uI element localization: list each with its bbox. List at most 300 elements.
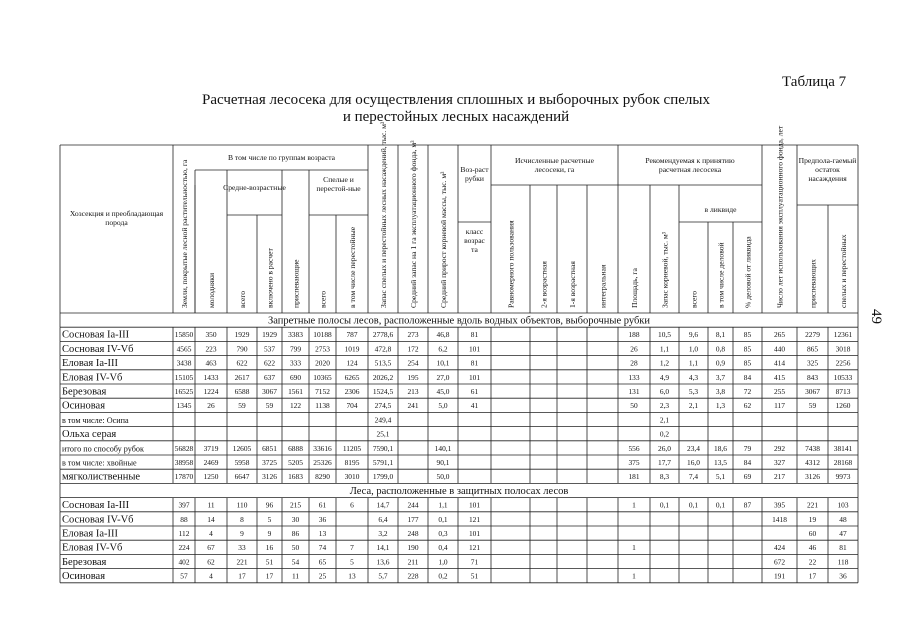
- s1-cell: 85: [743, 330, 752, 340]
- s2-cell: 61: [318, 500, 327, 510]
- s1-cell: 843: [806, 372, 819, 382]
- s1-cell: 350: [205, 330, 217, 340]
- s2-cell: 397: [178, 500, 190, 510]
- header-incl-overmature: в том числе перестойные: [348, 226, 357, 308]
- s1-cell: 1,3: [715, 401, 726, 411]
- header-root-stock: Запас корневой, тыс. м³: [660, 232, 670, 308]
- s1-cell: 292: [773, 443, 786, 453]
- s1-cell: 790: [236, 344, 248, 354]
- s1-cell: 181: [628, 472, 640, 482]
- s2-cell: 244: [407, 500, 419, 510]
- s2-cell: 87: [743, 500, 752, 510]
- s2-cell: 395: [773, 500, 786, 510]
- s2-cell: 13: [348, 571, 356, 581]
- s1-row-name: в том числе: Осипа: [62, 415, 129, 425]
- header-liquid: в ликвиде: [704, 205, 737, 214]
- s1-cell: 3725: [262, 458, 277, 467]
- header-area: Площадь, га: [630, 268, 639, 308]
- table-number: Таблица 7: [782, 74, 847, 90]
- header-calc-areas: лесосеки, га: [534, 165, 575, 174]
- section-1-title: Запретные полосы лесов, расположенные вдоль водных объектов, выборочные рубки: [267, 315, 651, 327]
- s1-cell: 122: [289, 401, 302, 411]
- header-stock: Запас спелых и перестойных лесных насаждений, тыс. м³: [379, 121, 388, 308]
- header-land-area: Земли, покрытые лесной растительностью, га: [180, 159, 189, 308]
- s1-cell: 1433: [203, 372, 219, 382]
- s1-cell: 556: [628, 443, 640, 453]
- s2-cell: 67: [207, 543, 215, 553]
- s2-cell: 14: [207, 514, 215, 524]
- s1-cell: 5791,1: [372, 458, 394, 467]
- s1-cell: 8290: [315, 472, 330, 482]
- s1-cell: 84: [743, 372, 752, 382]
- s2-cell: 103: [837, 500, 849, 510]
- s2-cell: 221: [806, 500, 819, 510]
- header-remaining: Предпола-гаемый: [798, 156, 857, 165]
- s2-cell: 0,3: [438, 529, 448, 538]
- s1-cell: 2279: [805, 330, 820, 340]
- s2-cell: 0,4: [438, 543, 448, 553]
- s1-cell: 17,7: [658, 458, 671, 467]
- s1-cell: 3,8: [715, 387, 726, 396]
- s1-cell: 6851: [262, 443, 277, 453]
- s1-cell: 463: [205, 358, 217, 368]
- s1-cell: 38958: [174, 458, 194, 467]
- s2-cell: 96: [265, 500, 274, 510]
- s1-cell: 3438: [176, 358, 192, 368]
- s1-cell: 28168: [833, 458, 853, 467]
- s2-row-name: Еловая IV-Vб: [62, 542, 123, 554]
- header-species: Хозсекция и преобладающая: [69, 209, 164, 218]
- page-number: 49: [868, 309, 884, 324]
- header-age-class: класс: [465, 227, 484, 236]
- s2-row-name: Березовая: [62, 556, 107, 568]
- s1-cell: 41: [470, 401, 479, 411]
- s2-cell: 54: [291, 557, 300, 567]
- s2-cell: 118: [837, 557, 849, 567]
- s1-cell: 61: [470, 387, 479, 396]
- s1-cell: 12361: [833, 330, 853, 340]
- s1-cell: 15105: [174, 372, 194, 382]
- s2-cell: 17: [265, 571, 274, 581]
- s1-cell: 26: [207, 401, 215, 411]
- s2-cell: 110: [236, 500, 248, 510]
- s2-cell: 17: [238, 571, 246, 581]
- s2-cell: 672: [773, 557, 786, 567]
- s1-cell: 7590,1: [372, 443, 394, 453]
- s1-cell: 124: [346, 358, 358, 368]
- s1-cell: 10,5: [658, 330, 671, 340]
- header-uniform: Равномерного пользования: [506, 220, 516, 308]
- header-remaining: насаждения: [808, 174, 847, 183]
- s2-cell: 19: [808, 514, 817, 524]
- s2-cell: 7: [350, 543, 354, 553]
- s1-cell: 3126: [262, 472, 277, 482]
- s1-cell: 1561: [288, 387, 303, 396]
- s2-cell: 1,0: [438, 557, 448, 567]
- s2-cell: 33: [238, 543, 246, 553]
- s1-cell: 3,7: [715, 372, 726, 382]
- s1-row-name: Ольха серая: [62, 429, 117, 441]
- s2-cell: 191: [773, 571, 786, 581]
- s2-cell: 22: [808, 557, 817, 567]
- s1-cell: 414: [773, 358, 786, 368]
- s1-cell: 3018: [835, 344, 851, 354]
- s2-cell: 5,7: [378, 571, 388, 581]
- s1-cell: 4312: [805, 458, 820, 467]
- s1-cell: 2778,6: [372, 330, 394, 340]
- s2-cell: 51: [265, 557, 274, 567]
- s1-cell: 26: [630, 344, 638, 354]
- s1-cell: 140,1: [434, 443, 452, 453]
- title-line-1: Расчетная лесосека для осуществления сплошных и выборочных рубок спелых: [202, 92, 710, 108]
- s2-cell: 1: [632, 571, 636, 581]
- s2-cell: 57: [180, 571, 188, 581]
- header-cut-age: рубки: [464, 174, 485, 183]
- s2-cell: 9: [267, 529, 272, 538]
- s2-cell: 0,2: [438, 571, 448, 581]
- s1-cell: 327: [773, 458, 786, 467]
- s1-cell: 1,0: [688, 344, 699, 354]
- s1-cell: 1799,0: [372, 472, 394, 482]
- s1-cell: 1929: [262, 330, 277, 340]
- s1-cell: 799: [289, 344, 302, 354]
- s2-cell: 17: [808, 571, 817, 581]
- s1-cell: 9,6: [688, 330, 699, 340]
- s2-cell: 6,4: [378, 514, 388, 524]
- s2-row-name: Еловая Ia-III: [62, 528, 118, 540]
- s1-row-name: Сосновая IV-Vб: [62, 343, 134, 355]
- s1-cell: 8,3: [659, 472, 670, 482]
- s1-cell: 273: [407, 330, 419, 340]
- s1-cell: 85: [743, 344, 752, 354]
- s1-cell: 3067: [805, 387, 820, 396]
- s2-cell: 0,1: [688, 500, 699, 510]
- header-remaining: остаток: [815, 165, 840, 174]
- s1-cell: 1,1: [688, 358, 699, 368]
- s1-cell: 1929: [234, 330, 250, 340]
- s1-cell: 2,1: [659, 415, 670, 425]
- s2-cell: 36: [839, 571, 847, 581]
- s1-cell: 59: [265, 401, 274, 411]
- s2-cell: 190: [407, 543, 419, 553]
- s1-cell: 690: [289, 372, 302, 382]
- s1-cell: 472,8: [374, 344, 392, 354]
- s1-cell: 865: [806, 344, 819, 354]
- header-middle-aged: Средне-возрастные: [223, 183, 286, 192]
- s1-cell: 537: [263, 344, 276, 354]
- s2-cell: 14,7: [376, 500, 390, 510]
- s2-cell: 101: [468, 500, 481, 510]
- header-total2: всего: [318, 290, 328, 308]
- s1-cell: 131: [628, 387, 640, 396]
- s1-cell: 13,5: [714, 458, 727, 467]
- s1-cell: 59: [238, 401, 246, 411]
- header-incl-commercial: в том числе деловой: [716, 242, 726, 308]
- s2-cell: 13,6: [376, 557, 390, 567]
- s1-cell: 46,8: [436, 330, 450, 340]
- header-rem-approaching: приспевающих: [808, 259, 818, 308]
- s2-cell: 50: [291, 543, 300, 553]
- s1-cell: 7438: [805, 443, 820, 453]
- s1-cell: 188: [628, 330, 640, 340]
- s1-cell: 241: [407, 401, 419, 411]
- s1-cell: 6588: [234, 387, 250, 396]
- s1-cell: 1138: [315, 401, 330, 411]
- s2-cell: 14,1: [376, 543, 390, 553]
- s2-cell: 46: [808, 543, 817, 553]
- s1-cell: 7,4: [688, 472, 699, 482]
- s2-cell: 47: [839, 529, 847, 538]
- s1-cell: 5958: [234, 458, 250, 467]
- s1-cell: 50: [630, 401, 638, 411]
- s1-cell: 101: [468, 344, 481, 354]
- s2-cell: 4: [209, 571, 213, 581]
- s2-cell: 1,1: [438, 500, 448, 510]
- s2-cell: 177: [407, 514, 419, 524]
- s2-cell: 121: [468, 514, 481, 524]
- s2-cell: 112: [178, 529, 190, 538]
- s1-cell: 255: [773, 387, 786, 396]
- s1-cell: 622: [236, 358, 248, 368]
- s2-row-name: Сосновая IV-Vб: [62, 514, 134, 526]
- s2-cell: 36: [318, 514, 327, 524]
- s1-cell: 18,6: [714, 443, 727, 453]
- s1-cell: 2020: [315, 358, 330, 368]
- s1-cell: 7152: [315, 387, 330, 396]
- s1-cell: 2617: [234, 372, 250, 382]
- s1-cell: 81: [470, 358, 479, 368]
- s1-cell: 62: [743, 401, 752, 411]
- s1-cell: 6,0: [659, 387, 670, 396]
- s1-cell: 25326: [313, 458, 332, 467]
- s1-cell: 375: [628, 458, 640, 467]
- s2-cell: 88: [180, 514, 188, 524]
- s2-cell: 8: [240, 514, 244, 524]
- s1-cell: 117: [774, 401, 785, 411]
- s1-cell: 81: [470, 330, 479, 340]
- s1-cell: 1250: [203, 472, 219, 482]
- s1-cell: 217: [773, 472, 786, 482]
- s1-cell: 4,3: [688, 372, 699, 382]
- s1-cell: 513,5: [374, 358, 392, 368]
- s1-cell: 133: [628, 372, 640, 382]
- s1-cell: 26,0: [658, 443, 671, 453]
- s1-cell: 3010: [344, 472, 360, 482]
- s1-cell: 0,8: [715, 344, 726, 354]
- header-total: всего: [238, 290, 247, 308]
- s1-cell: 223: [205, 344, 217, 354]
- s1-cell: 16,0: [687, 458, 700, 467]
- s1-cell: 10,1: [436, 358, 450, 368]
- s1-cell: 637: [263, 372, 276, 382]
- s1-cell: 4,9: [659, 372, 670, 382]
- s1-cell: 6,2: [438, 344, 448, 354]
- s1-cell: 1,2: [659, 358, 670, 368]
- s1-row-name: мягколиственные: [62, 471, 141, 483]
- s1-cell: 265: [773, 330, 786, 340]
- s2-cell: 221: [236, 557, 248, 567]
- s2-cell: 0,1: [715, 500, 726, 510]
- s1-cell: 8,1: [715, 330, 726, 340]
- s1-cell: 85: [743, 358, 752, 368]
- s1-cell: 195: [407, 372, 419, 382]
- s2-cell: 5: [350, 557, 354, 567]
- s2-cell: 48: [839, 514, 847, 524]
- header-calc-areas: Исчисленные расчетные: [514, 156, 595, 165]
- s1-cell: 5,0: [438, 401, 448, 411]
- s1-cell: 16525: [174, 387, 194, 396]
- header-cut-age: Воз-раст: [460, 165, 489, 174]
- s1-cell: 1345: [176, 401, 192, 411]
- s1-cell: 10365: [313, 372, 332, 382]
- s1-cell: 249,4: [374, 415, 392, 425]
- s1-cell: 101: [468, 372, 481, 382]
- s1-cell: 10533: [833, 372, 853, 382]
- s1-cell: 3383: [288, 330, 303, 340]
- s1-cell: 2026,2: [372, 372, 394, 382]
- s2-cell: 9: [240, 529, 244, 538]
- s2-cell: 11: [207, 500, 215, 510]
- s2-cell: 3,2: [378, 529, 388, 538]
- header-mature: Спелые и: [323, 175, 354, 184]
- s1-cell: 2306: [344, 387, 360, 396]
- s1-cell: 440: [773, 344, 786, 354]
- section-2-title: Леса, расположенные в защитных полосах лесов: [349, 485, 569, 497]
- s1-cell: 704: [346, 401, 358, 411]
- title-line-2: и перестойных лесных насаждений: [342, 109, 570, 125]
- s1-cell: 28: [630, 358, 638, 368]
- header-rem-mature: спелых и перестойных: [839, 234, 848, 308]
- header-approaching: приспевающие: [291, 259, 301, 308]
- s1-cell: 1019: [344, 344, 360, 354]
- s1-cell: 38141: [833, 443, 853, 453]
- s2-cell: 6: [350, 500, 354, 510]
- s2-cell: 71: [470, 557, 479, 567]
- s1-cell: 1683: [288, 472, 303, 482]
- s2-cell: 62: [207, 557, 215, 567]
- s1-cell: 11205: [342, 443, 362, 453]
- s2-cell: 211: [407, 557, 419, 567]
- s2-cell: 60: [808, 529, 817, 538]
- header-young: молодняки: [207, 272, 216, 308]
- s1-cell: 5,1: [715, 472, 726, 482]
- s1-row-name: итого по способу рубок: [62, 444, 145, 454]
- s1-cell: 69: [743, 472, 752, 482]
- s1-cell: 415: [773, 372, 786, 382]
- s1-cell: 12605: [232, 443, 252, 453]
- header-avg-stock: Средний запас на 1 га эксплуатационного фонда, м³: [409, 140, 418, 308]
- s1-cell: 0,9: [715, 358, 726, 368]
- s1-cell: 2469: [203, 458, 219, 467]
- s2-cell: 86: [291, 529, 300, 538]
- header-recommended: Рекомендуемая к принятию: [645, 156, 735, 165]
- s2-cell: 13: [318, 529, 327, 538]
- s1-cell: 45,0: [436, 387, 450, 396]
- s1-row-name: Осиновая: [62, 400, 106, 412]
- s2-cell: 248: [407, 529, 419, 538]
- s1-cell: 1524,5: [372, 387, 394, 396]
- s1-cell: 1,1: [659, 344, 670, 354]
- s1-cell: 17870: [174, 472, 194, 482]
- s1-cell: 213: [407, 387, 419, 396]
- s2-cell: 0,1: [659, 500, 670, 510]
- header-age-class: возрас: [464, 236, 485, 245]
- s1-cell: 10188: [313, 330, 332, 340]
- s2-cell: 51: [470, 571, 479, 581]
- header-recommended: расчетная лесосека: [658, 165, 722, 174]
- s2-cell: 16: [265, 543, 274, 553]
- s1-cell: 325: [806, 358, 819, 368]
- s1-cell: 90,1: [436, 458, 450, 467]
- s1-cell: 5205: [288, 458, 303, 467]
- s1-row-name: Еловая Ia-III: [62, 358, 118, 370]
- s1-cell: 79: [743, 443, 752, 453]
- header-age-groups: В том числе по группам возраста: [227, 153, 336, 162]
- header-age1: 1-я возрастная: [568, 261, 577, 308]
- s1-cell: 84: [743, 458, 752, 467]
- header-age-class: та: [471, 245, 478, 254]
- s1-cell: 333: [289, 358, 302, 368]
- s1-cell: 1260: [835, 401, 851, 411]
- s2-cell: 402: [178, 557, 190, 567]
- s2-cell: 228: [407, 571, 419, 581]
- s2-cell: 1: [632, 543, 636, 553]
- s1-cell: 2,3: [659, 401, 670, 411]
- s1-cell: 2,1: [688, 401, 699, 411]
- s2-cell: 424: [773, 543, 786, 553]
- s2-cell: 121: [468, 543, 481, 553]
- s1-cell: 3067: [262, 387, 277, 396]
- s2-cell: 65: [318, 557, 327, 567]
- s1-cell: 2753: [315, 344, 330, 354]
- s2-row-name: Сосновая Ia-III: [62, 500, 130, 512]
- s1-cell: 172: [407, 344, 419, 354]
- s1-cell: 1224: [203, 387, 219, 396]
- s1-cell: 2256: [835, 358, 851, 368]
- s1-cell: 50,0: [436, 472, 450, 482]
- s1-cell: 4565: [176, 344, 192, 354]
- s1-row-name: в том числе: хвойные: [62, 458, 137, 468]
- header-pct-commercial: % деловой от ликвида: [743, 236, 753, 308]
- s1-cell: 254: [407, 358, 419, 368]
- s2-cell: 101: [468, 529, 481, 538]
- s1-cell: 8713: [835, 387, 851, 396]
- s1-cell: 27,0: [436, 372, 450, 382]
- s2-cell: 25: [318, 571, 327, 581]
- s1-cell: 3126: [805, 472, 820, 482]
- s1-cell: 0,2: [659, 429, 670, 439]
- header-species: порода: [105, 218, 128, 227]
- s2-cell: 224: [178, 543, 190, 553]
- s1-row-name: Сосновая Ia-III: [62, 329, 130, 341]
- s2-cell: 4: [209, 529, 213, 538]
- s1-cell: 6647: [234, 472, 250, 482]
- s1-cell: 15850: [174, 330, 194, 340]
- s1-cell: 23,4: [687, 443, 700, 453]
- s1-cell: 622: [263, 358, 276, 368]
- header-included: включено в расчет: [265, 248, 275, 308]
- s2-cell: 1418: [772, 514, 787, 524]
- s1-row-name: Березовая: [62, 386, 107, 398]
- s1-cell: 33616: [313, 443, 332, 453]
- s1-cell: 3719: [203, 443, 219, 453]
- header-mature: перестой-ные: [316, 184, 361, 193]
- s2-cell: 5: [267, 514, 272, 524]
- s1-cell: 274,5: [374, 401, 392, 411]
- s1-cell: 787: [346, 330, 358, 340]
- s1-cell: 59: [808, 401, 817, 411]
- header-integral: интегральная: [598, 264, 608, 308]
